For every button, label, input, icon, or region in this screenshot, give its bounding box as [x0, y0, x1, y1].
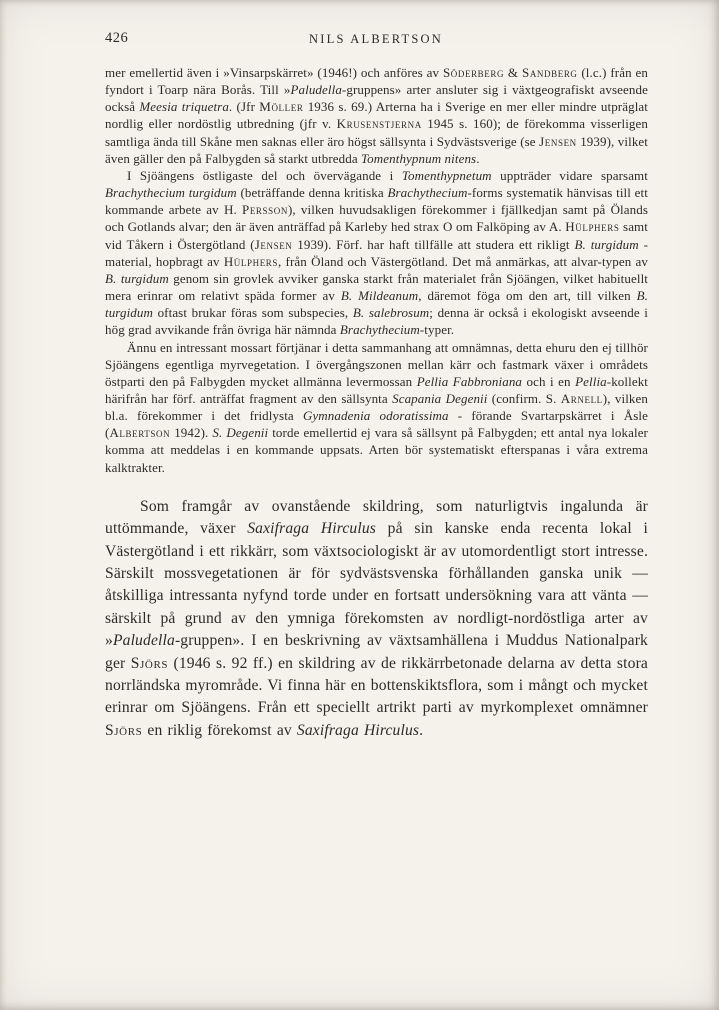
text-run: -forms systematik hänvisas till ett kommande arbete av H. — [105, 185, 648, 218]
author-name: Hülphers — [223, 253, 279, 269]
running-header: NILS ALBERTSON — [309, 32, 443, 46]
species-name: B. Mildeanum — [340, 288, 419, 304]
text-run: 1942). — [170, 425, 213, 441]
text-run: (confirm. S. — [487, 390, 561, 406]
species-name: Paludella — [290, 82, 342, 98]
author-name: Sjörs — [105, 721, 143, 739]
paragraph — [105, 167, 648, 339]
text-run: ), vilken bl.a. förekommer i det fridlysta — [105, 390, 648, 424]
author-name: Persson — [242, 202, 288, 218]
text-run: och i en — [522, 373, 576, 389]
text-run: (1946 s. 92 ff.) en skildring av de rikkärrbetonade delarna av detta stora norrländska myrområde. Vi finna här en bottenskiktsflora, som i mångt och mycket erinrar om Sjöängens. Från ett speciellt artrikt parti av myrkomplexet omnämner — [105, 654, 648, 717]
species-name: B. turgidum — [105, 270, 169, 286]
text-run: Ännu en intressant mossart förtjänar i detta sammanhang att omnämnas, detta ehuru den ej tillhör Sjöängens egentliga myrvegetation. I övergångszonen mellan kärr och fastmark växer i områdets östparti den på Falbygden mycket allmänna levermossan — [105, 339, 648, 389]
text-run: mer emellertid även i »Vinsarpskärret» (1946!) och anföres av — [105, 65, 443, 80]
species-name: Brachythecium — [339, 322, 420, 338]
species-name: Gymnadenia odoratissima — [302, 408, 449, 424]
species-name: Paludella — [112, 632, 175, 650]
text-run: uppträder vidare sparsamt — [491, 167, 648, 183]
author-name: Sandberg — [521, 65, 578, 80]
author-name: Möller — [259, 99, 304, 115]
species-name: Brachythecium — [387, 185, 468, 201]
species-name: Saxifraga Hirculus — [247, 520, 377, 538]
species-name: B. turgidum — [574, 236, 639, 252]
paragraph — [105, 64, 648, 167]
author-name: Sjörs — [130, 654, 169, 672]
text-run: (l.c.) från en fyndort i Toarp nära Borås. Till » — [105, 65, 648, 98]
text-run: . — [419, 721, 424, 739]
text-run: Som framgår av ovanstående skildring, som naturligtvis ingalunda är uttömmande, växer — [105, 497, 648, 538]
text-run: -kollekt härifrån har förf. anträffat fragment av den sällsynta — [105, 373, 649, 406]
text-run: ; denna är också i ekologiskt avseende i hög grad avvikande från övriga här nämnda — [105, 305, 648, 338]
page-header — [105, 30, 647, 50]
paragraph-section — [105, 496, 648, 742]
species-name: Scapania Degenii — [392, 390, 488, 406]
author-name: Söderberg — [442, 65, 505, 80]
text-run: 1945 s. 160); de förekomma visserligen samtliga ända till Skåne men saknas eller äro högst sällsynta i Sydvästsverige (se — [105, 116, 648, 149]
text-run: I Sjöängens östligaste del och övervägande i — [127, 167, 402, 183]
species-name: Tomenthypnetum — [401, 167, 492, 183]
text-run: 1939), vilket även gäller den på Falbygden så starkt utbredda — [105, 133, 648, 166]
species-name: Pellia — [575, 373, 607, 389]
paragraph — [105, 339, 648, 476]
text-run: en riklig förekomst av — [142, 721, 297, 739]
author-name: Krusenstjerna — [336, 116, 422, 132]
author-name: Albertson — [109, 425, 171, 441]
text-run: . — [476, 150, 480, 166]
text-run: genom sin grovlek avviker ganska starkt från materialet från Sjöängen, vilket habituellt mera erinrar om relativt späda former av — [105, 270, 648, 304]
text-run: - förande Svartarpskärret i Åsle ( — [105, 408, 648, 441]
author-name: Jensen — [539, 133, 577, 149]
author-name: Jensen — [254, 236, 293, 252]
species-name: S. Degenii — [212, 425, 269, 441]
text-run: , däremot föga om den art, till vilken — [418, 288, 637, 304]
species-name: Meesia triquetra — [139, 99, 229, 115]
text-run: -gruppens» arter ansluter sig i växtgeografiskt avseende också — [105, 82, 648, 115]
text-run: -typer. — [419, 322, 455, 338]
text-run: & — [504, 65, 522, 80]
text-run: på sin kanske enda recenta lokal i Västergötland i ett rikkärr, som växtsociologiskt är av utomordentligt stort intresse. Särskilt mossvegetationen är för sydvästsvenska förhållanden ganska unik — åtskilliga intressanta nyfynd torde under en fortsatt undersökning vara att vänta — särskilt på grund av den ymniga förekomsten av nordligt-nordöstliga arter av » — [105, 520, 648, 650]
text-run: samt vid Tåkern i Östergötland ( — [105, 219, 648, 252]
text-run: 1936 s. 69.) Arterna ha i Sverige en mer eller mindre utpräglat nordlig eller nordöstlig utbredning (jfr v. — [105, 99, 648, 132]
text-run: (beträffande denna kritiska — [236, 185, 388, 201]
species-name: Pellia Fabbroniana — [416, 373, 523, 389]
species-name: Tomenthypnum nitens — [361, 150, 477, 166]
text-run: -gruppen». I en beskrivning av växtsamhällena i Muddus Nationalpark ger — [105, 632, 648, 672]
text-run: - material, hopbragt av — [105, 236, 648, 269]
text-run: 1939). Förf. har haft tillfälle att studera ett rikligt — [292, 236, 575, 252]
species-name: B. salebrosum — [352, 305, 430, 321]
text-run: torde emellertid ej vara så sällsynt på Falbygden; ett antal nya lokaler komma att meddelas i en kommande uppsats. Arten bör systematiskt efterspanas i våra extrema kalktrakter. — [105, 425, 648, 475]
page-number: 426 — [105, 30, 129, 46]
text-run: ), vilken huvudsakligen förekommer i fjällkedjan samt på Ölands och Gotlands alvar; den är även anträffad på Karleby hed strax O om Falköping av A. — [105, 202, 648, 235]
author-name: Arnell — [560, 390, 603, 406]
species-name: B. turgidum — [105, 288, 648, 321]
author-name: Hülphers — [565, 219, 620, 235]
species-name: Brachythecium turgidum — [105, 185, 237, 201]
species-name: Saxifraga Hirculus — [296, 721, 420, 739]
text-run: oftast brukar föras som subspecies, — [153, 305, 353, 321]
text-run: , från Öland och Västergötland. Det må anmärkas, att alvar-typen av — [278, 253, 648, 269]
article-body — [105, 64, 648, 742]
text-run: . (Jfr — [228, 99, 260, 115]
